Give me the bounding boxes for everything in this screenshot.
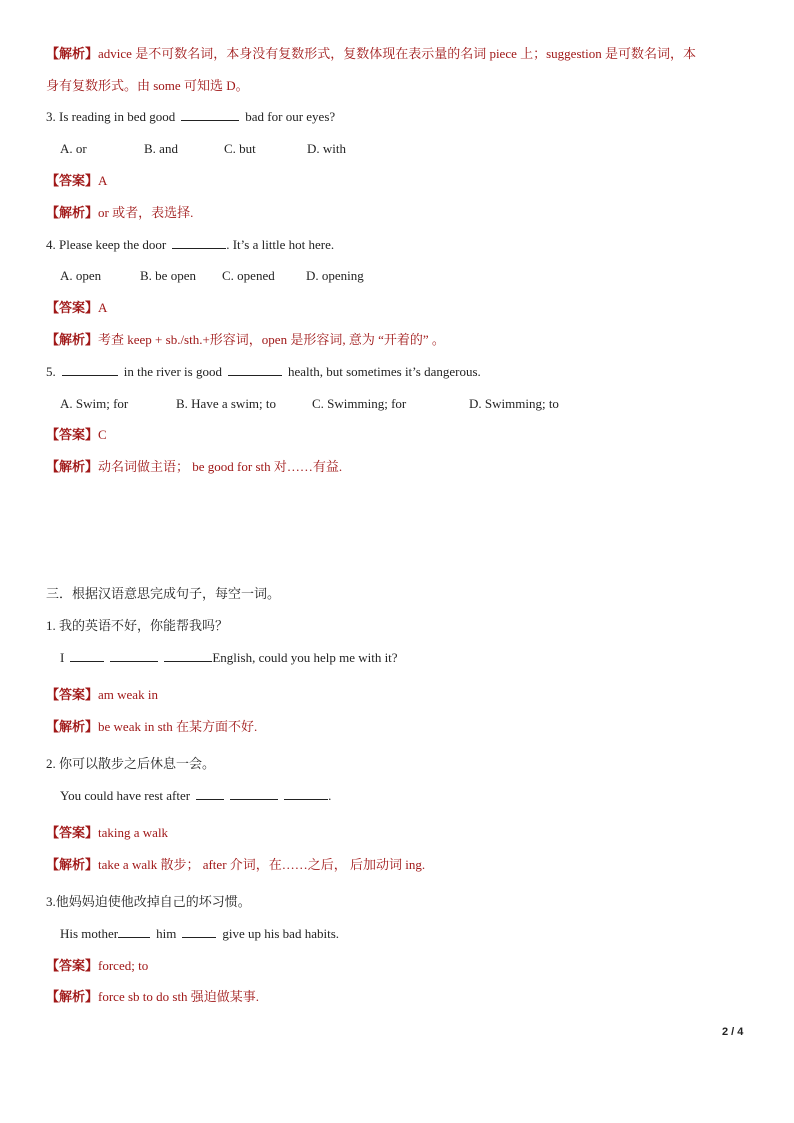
- section-3-item-2-answer: 【答案】taking a walk: [46, 825, 169, 840]
- question-5-stem: 5. in the river is good health, but sometimes it’s dangerous.: [46, 364, 481, 379]
- question-3-answer: 【答案】A: [46, 173, 108, 188]
- question-4-option-a: A. open: [60, 268, 102, 283]
- question-5-option-a: A. Swim; for: [60, 396, 129, 411]
- page-number: 2 / 4: [722, 1026, 744, 1038]
- answer-blank: [284, 787, 328, 800]
- question-3-stem: 3. Is reading in bed good bad for our eyes?: [46, 109, 336, 124]
- section-3-item-1-prompt: 1. 我的英语不好，你能帮我吗？: [46, 618, 229, 633]
- answer-blank: [62, 363, 118, 376]
- section-3-item-1-sentence: I English, could you help me with it?: [60, 650, 398, 665]
- question-5-option-b: B. Have a swim; to: [176, 396, 277, 411]
- answer-blank: [70, 649, 104, 662]
- section-3-item-3-sentence: His mother him give up his bad habits.: [60, 926, 340, 941]
- section-3-item-3-answer: 【答案】forced; to: [46, 958, 149, 973]
- question-4-option-d: D. opening: [306, 268, 364, 283]
- question-5-option-c: C. Swimming; for: [312, 396, 407, 411]
- section-3-item-3-explanation: 【解析】force sb to do sth 强迫做某事.: [46, 989, 260, 1004]
- answer-blank: [182, 925, 216, 938]
- section-3-heading: 三．根据汉语意思完成句子，每空一词。: [46, 586, 281, 601]
- question-5-option-d: D. Swimming; to: [469, 396, 559, 411]
- question-4-stem: 4. Please keep the door . It’s a little hot here.: [46, 237, 335, 252]
- answer-blank: [164, 649, 212, 662]
- section-3-item-2-explanation: 【解析】take a walk 散步； after 介词，在……之后， 后加动词 ing.: [46, 857, 426, 872]
- question-4-option-c: C. opened: [222, 268, 275, 283]
- section-3-item-2-prompt: 2. 你可以散步之后休息一会。: [46, 756, 216, 771]
- answer-blank: [181, 108, 239, 121]
- answer-blank: [172, 236, 226, 249]
- section-3-item-3-prompt: 3.他妈妈迫使他改掉自己的坏习惯。: [46, 894, 251, 909]
- prev-explanation-line1: 【解析】advice 是不可数名词，本身没有复数形式，复数体现在表示量的名词 piece 上；suggestion 是可数名词，本: [46, 46, 696, 61]
- answer-blank: [118, 925, 150, 938]
- question-4-explanation: 【解析】考查 keep + sb./sth.+形容词，open 是形容词, 意为 “开着的” 。: [46, 332, 445, 347]
- answer-blank: [110, 649, 158, 662]
- question-3-explanation: 【解析】or 或者，表选择.: [46, 205, 194, 220]
- question-4-option-b: B. be open: [140, 268, 196, 283]
- question-3-option-a: A. or: [60, 141, 87, 156]
- question-5-explanation: 【解析】动名词做主语； be good for sth 对……有益.: [46, 459, 343, 474]
- section-3-item-1-answer: 【答案】am weak in: [46, 687, 158, 702]
- question-3-option-c: C. but: [224, 141, 256, 156]
- answer-blank: [228, 363, 282, 376]
- answer-blank: [230, 787, 278, 800]
- answer-blank: [196, 787, 224, 800]
- prev-explanation-line2: 身有复数形式。由 some 可知选 D。: [46, 78, 249, 93]
- question-3-option-b: B. and: [144, 141, 178, 156]
- question-5-answer: 【答案】C: [46, 427, 107, 442]
- section-3-item-1-explanation: 【解析】be weak in sth 在某方面不好.: [46, 719, 258, 734]
- question-3-option-d: D. with: [307, 141, 346, 156]
- section-3-item-2-sentence: You could have rest after .: [60, 788, 332, 803]
- question-4-answer: 【答案】A: [46, 300, 108, 315]
